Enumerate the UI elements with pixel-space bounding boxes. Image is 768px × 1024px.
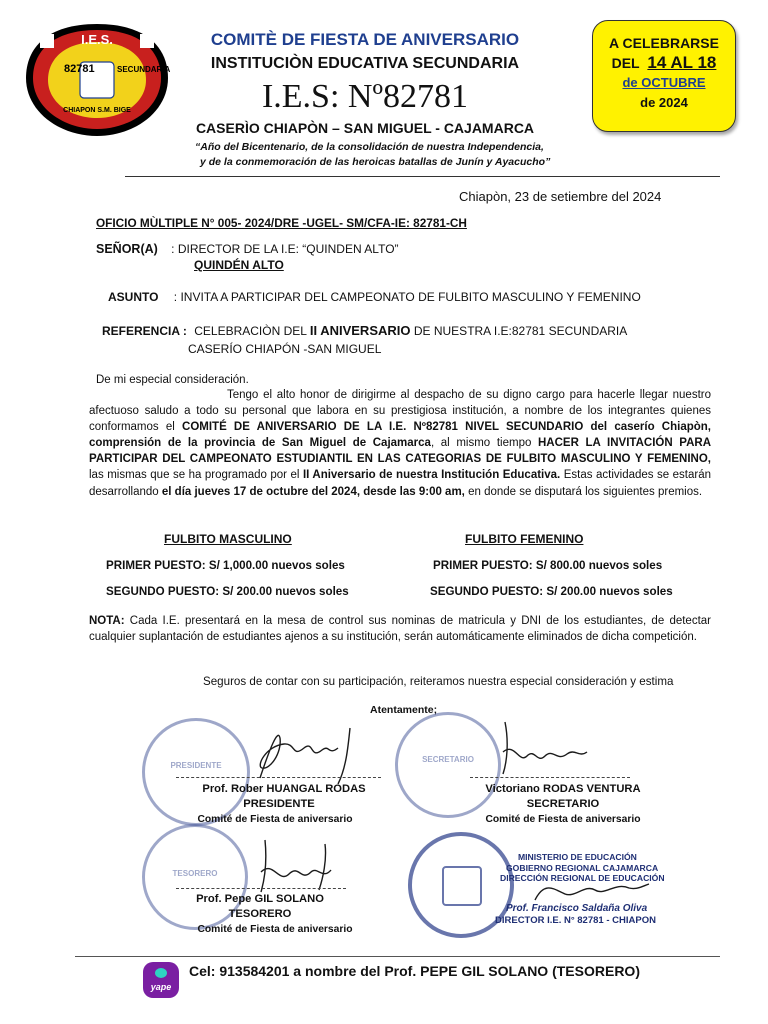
- treasurer-org: Comité de Fiesta de aniversario: [197, 924, 353, 935]
- logo-text-location: CHIAPON S.M. BIGE: [63, 107, 131, 114]
- recipient-label: SEÑOR(A): [96, 242, 158, 256]
- year-motto: [178, 140, 568, 170]
- badge-line-2: [593, 53, 735, 73]
- signature-line-treasurer: [176, 888, 346, 889]
- signature-treasurer: [215, 830, 355, 900]
- badge-line-1: A CELEBRARSE: [609, 35, 719, 51]
- institution-title: INSTITUCIÒN EDUCATIVA SECUNDARIA: [210, 55, 520, 72]
- female-second-prize: SEGUNDO PUESTO: S/ 200.00 nuevos soles: [430, 585, 673, 598]
- motto-line-1: “Año del Bicentenario, de la consolidación de nuestra Independencia,: [195, 141, 544, 153]
- ministry-line-3: DIRECCIÓN REGIONAL DE EDUCACIÓN: [500, 873, 665, 883]
- note-paragraph: [89, 613, 711, 646]
- signature-line-secretary: [470, 777, 630, 778]
- location-line: CASERÌO CHIAPÒN – SAN MIGUEL - CAJAMARCA: [195, 120, 535, 136]
- treasurer-role: TESORERO: [228, 908, 292, 920]
- para-bold-2: HACER LA INVITACIÓN PARA PARTICIPAR DEL CAMPEONATO ESTUDIANTIL EN LAS CATEGORIAS DE FULBITO MASCULINO Y FEMENINO,: [89, 437, 712, 466]
- ministry-line-2: GOBIERNO REGIONAL CAJAMARCA: [506, 862, 659, 873]
- badge-year: de 2024: [640, 95, 688, 110]
- letter-date: Chiapòn, 23 de setiembre del 2024: [459, 189, 662, 204]
- para-text-4: Estas actividades se estarán desarrollando: [89, 469, 712, 498]
- para-text-1: Tengo el alto honor de dirigirme al despacho de su digno cargo para hacerle llegar nuestro afectuoso saludo a todo su personal que labora en su prestigiosa institución, a nombre de los integrantes quienes conformamos el: [89, 389, 711, 434]
- treasurer-name: Prof. Pepe GIL SOLANO: [196, 893, 324, 905]
- para-bold-4: el día jueves 17 de octubre del 2024, desde las 9:00 am,: [161, 485, 465, 498]
- recipient-value: : DIRECTOR DE LA I.E: “QUINDEN ALTO”: [171, 242, 399, 256]
- ministry-seal-text: [500, 852, 680, 884]
- logo-text-top: I.E.S.: [81, 32, 113, 47]
- celebration-badge: [592, 20, 736, 132]
- closing-line: Seguros de contar con su participación, reiteramos nuestra especial consideración y estima: [203, 675, 674, 688]
- sign-off: Atentamente;: [370, 704, 438, 716]
- female-first-prize: PRIMER PUESTO: S/ 800.00 nuevos soles: [433, 559, 663, 572]
- signature-line-president: [176, 777, 381, 778]
- female-category-title: FULBITO FEMENINO: [465, 532, 584, 546]
- subject-row: [108, 290, 641, 304]
- school-logo: [22, 20, 172, 140]
- yape-app-icon: [143, 962, 179, 998]
- recipient-place: QUINDÉN ALTO: [194, 258, 284, 272]
- reference-label: REFERENCIA :: [102, 324, 187, 338]
- para-text-2: , al mismo tiempo: [430, 437, 532, 450]
- secretary-name: Victoriano RODAS VENTURA: [485, 783, 641, 795]
- stamp-secretary-label: SECRETARIO: [422, 755, 474, 764]
- badge-month: de OCTUBRE: [622, 75, 706, 90]
- note-label: NOTA:: [89, 615, 125, 627]
- president-name: Prof. Rober HUANGAL RODAS: [202, 783, 366, 795]
- coat-of-arms-icon: [442, 866, 482, 906]
- president-role: PRESIDENTE: [243, 798, 315, 810]
- stamp-treasurer-label: TESORERO: [172, 869, 218, 878]
- director-name: Prof. Francisco Saldaña Oliva: [506, 903, 648, 914]
- reference-pre: CELEBRACIÒN DEL: [194, 324, 307, 338]
- ministry-line-1: MINISTERIO DE EDUCACIÓN: [518, 852, 637, 862]
- stamp-president-label: PRESIDENTE: [170, 761, 222, 770]
- motto-line-2: y de la conmemoración de las heroicas batallas de Junín y Ayacucho”: [200, 156, 551, 168]
- male-second-prize: SEGUNDO PUESTO: S/ 200.00 nuevos soles: [106, 585, 349, 598]
- para-text-5: en donde se disputará los siguientes premios.: [468, 485, 703, 498]
- para-bold-3: II Aniversario de nuestra Institución Educativa.: [302, 469, 561, 482]
- reference-bold: II ANIVERSARIO: [309, 323, 411, 338]
- male-category-title: FULBITO MASCULINO: [164, 532, 292, 546]
- director-role: DIRECTOR I.E. N° 82781 - CHIAPON: [495, 915, 656, 926]
- recipient-row: [96, 242, 399, 256]
- yape-dot-icon: [155, 968, 167, 978]
- school-number: I.E.S: Nº82781: [261, 78, 469, 115]
- logo-text-secundaria: SECUNDARIA: [117, 65, 171, 74]
- secretary-org: Comité de Fiesta de aniversario: [485, 814, 641, 825]
- secretary-role: SECRETARIO: [526, 798, 600, 810]
- oficio-number: OFICIO MÙLTIPLE N° 005- 2024/DRE -UGEL- SM/CFA-IE: 82781-CH: [96, 216, 467, 230]
- payment-phone: Cel: 913584201 a nombre del Prof. PEPE GIL SOLANO (TESORERO): [189, 963, 640, 979]
- badge-dates: 14 AL 18: [647, 53, 717, 72]
- body-paragraph: [89, 387, 711, 500]
- reference-post: DE NUESTRA I.E:82781 SECUNDARIA: [413, 324, 628, 338]
- header-divider: [125, 176, 720, 177]
- para-text-3: las mismas que se ha programado por el: [89, 469, 300, 482]
- signature-secretary: [475, 712, 595, 782]
- greeting: De mi especial consideración.: [96, 374, 249, 386]
- committee-title: COMITÈ DE FIESTA DE ANIVERSARIO: [210, 30, 520, 49]
- footer-divider: [75, 956, 720, 957]
- subject-value: : INVITA A PARTICIPAR DEL CAMPEONATO DE FULBITO MASCULINO Y FEMENINO: [173, 290, 641, 304]
- yape-app-label: yape: [150, 982, 172, 992]
- logo-text-number: 82781: [64, 63, 95, 75]
- note-text: Cada I.E. presentará en la mesa de control sus nominas de matricula y DNI de los estudiantes, de detectar cualquier suplantación de estudiantes ajenos a su institución, serán automáticamente eliminados de dicha competición.: [89, 615, 711, 644]
- subject-label: ASUNTO: [108, 290, 159, 304]
- reference-row: [102, 323, 627, 338]
- male-first-prize: PRIMER PUESTO: S/ 1,000.00 nuevos soles: [106, 559, 345, 572]
- president-org: Comité de Fiesta de aniversario: [197, 814, 353, 825]
- reference-line-2: CASERÍO CHIAPÓN -SAN MIGUEL: [188, 342, 382, 356]
- badge-del: DEL: [611, 55, 640, 71]
- para-bold-1: COMITÉ DE ANIVERSARIO DE LA I.E. Nº82781 NIVEL SECUNDARIO del caserío Chiapòn, comprensión de la provincia de San Miguel de Cajamarca: [89, 421, 711, 450]
